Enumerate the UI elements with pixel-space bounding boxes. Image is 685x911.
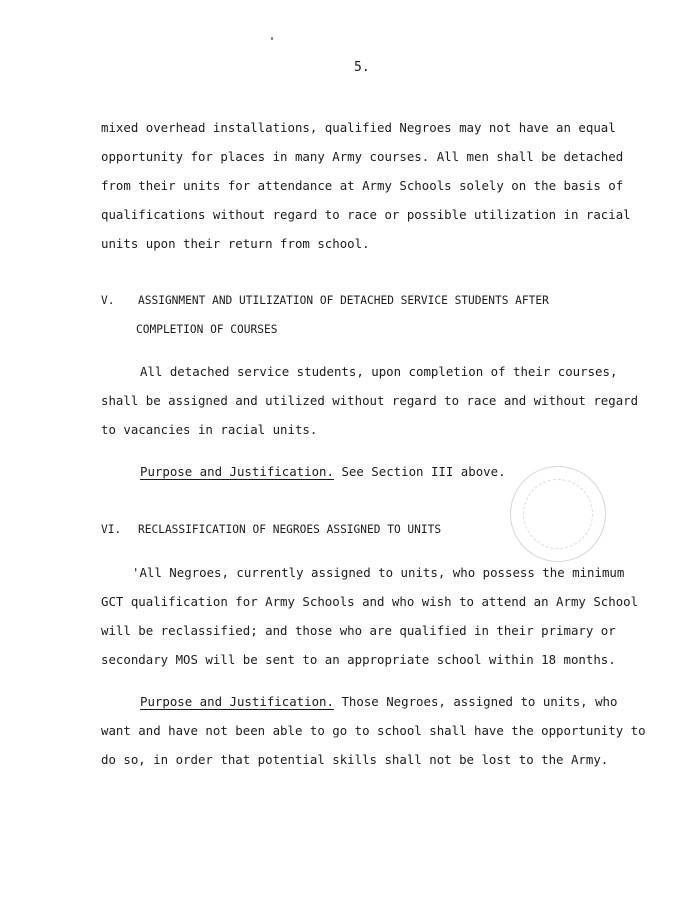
archive-stamp xyxy=(510,466,606,562)
section-vi-purpose-line: want and have not been able to go to school shall have the opportunity to xyxy=(101,723,646,738)
page-number: 5. xyxy=(354,60,370,75)
section-v-title-continued: COMPLETION OF COURSES xyxy=(136,323,278,336)
section-v-body-line: All detached service students, upon completion of their courses, xyxy=(140,364,618,379)
section-v-body-line: shall be assigned and utilized without regard to race and without regard xyxy=(101,393,639,408)
paragraph-line: qualifications without regard to race or possible utilization in racial xyxy=(101,207,631,222)
section-vi-body-line: GCT qualification for Army Schools and who wish to attend an Army School xyxy=(101,594,639,609)
paragraph-line: mixed overhead installations, qualified Negroes may not have an equal xyxy=(101,120,616,135)
paragraph-line: opportunity for places in many Army courses. All men shall be detached xyxy=(101,149,624,164)
section-v-purpose xyxy=(140,464,506,480)
section-vi-title: RECLASSIFICATION OF NEGROES ASSIGNED TO UNITS xyxy=(138,523,442,536)
section-vi-purpose-line: do so, in order that potential skills shall not be lost to the Army. xyxy=(101,752,609,767)
section-vi-body-line: 'All Negroes, currently assigned to units, who possess the minimum xyxy=(132,565,625,580)
section-vi-body-line: secondary MOS will be sent to an appropriate school within 18 months. xyxy=(101,652,616,667)
paragraph-line: units upon their return from school. xyxy=(101,236,370,251)
section-vi-number: VI. xyxy=(101,523,122,536)
section-vi-purpose xyxy=(140,694,617,710)
purpose-text: See Section III above. xyxy=(341,464,506,479)
paper-speck xyxy=(271,37,273,40)
section-v-body-line: to vacancies in racial units. xyxy=(101,422,318,437)
paragraph-line: from their units for attendance at Army Schools solely on the basis of xyxy=(101,178,624,193)
section-vi-body-line: will be reclassified; and those who are qualified in their primary or xyxy=(101,623,616,638)
purpose-label: Purpose and Justification. xyxy=(140,694,334,709)
section-v-title: ASSIGNMENT AND UTILIZATION OF DETACHED SERVICE STUDENTS AFTER xyxy=(138,294,549,307)
section-v-number: V. xyxy=(101,294,115,307)
purpose-text: Those Negroes, assigned to units, who xyxy=(341,694,618,709)
purpose-label: Purpose and Justification. xyxy=(140,464,334,479)
